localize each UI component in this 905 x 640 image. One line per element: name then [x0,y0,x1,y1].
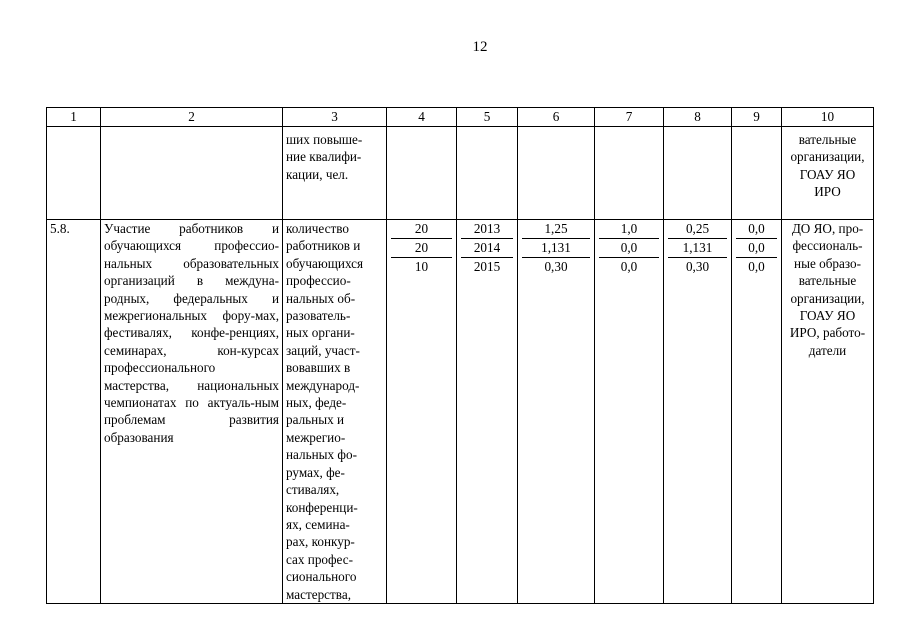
cont-indicator-text: ших повыше- ние квалифи- кации, чел. [286,132,363,182]
col4-value-2013: 20 [391,220,452,239]
col8-value-2015: 0,30 [685,259,710,274]
header-cell-7: 7 [595,108,664,127]
activity-name: Участие работников и обучающихся профессио-нальных образовательных организаций в междуна-родных, федеральных и межрегиональных фору-мах, фестивалях, конфе-ренциях, семинарах, кон-курсах профессионального мастерства, национальных чемпионатах по актуаль-ным проблемам развития образования [104,221,279,445]
cont-cell-4 [387,127,457,220]
indicator-text: количество работников и обучающихся профессио- нальных об- разователь- ных органи- заций, участ- вовавших в международ- ных, феде- ральных и межрегио- нальных фо- румах, фе- стивалях, конференци- ях, семина- рах, конкур- сах профес- сионального мастерства, [286,221,364,602]
col9-value-2013: 0,0 [736,220,777,239]
header-cell-8: 8 [664,108,732,127]
row-number: 5.8. [50,221,70,236]
col8-value-2013: 0,25 [668,220,727,239]
cont-cell-8 [664,127,732,220]
cont-cell-5 [457,127,518,220]
header-cell-6: 6 [518,108,595,127]
cont-executors-cell [782,127,874,220]
col4-cell [387,220,457,604]
cont-cell-7 [595,127,664,220]
header-cell-1: 1 [47,108,101,127]
cont-indicator-cell [283,127,387,220]
col4-value-2014: 20 [391,239,452,258]
year-2015: 2015 [473,259,501,274]
col6-value-2015: 0,30 [544,259,568,274]
col6-value-2014: 1,131 [522,239,590,258]
cont-cell-9 [732,127,782,220]
header-cell-9: 9 [732,108,782,127]
col9-cell [732,220,782,604]
col7-cell [595,220,664,604]
col7-value-2013: 1,0 [599,220,659,239]
page-number: 12 [472,39,488,55]
activity-name-cell [101,220,283,604]
cont-cell-1 [47,127,101,220]
executors-cell [782,220,874,604]
row-number-cell [47,220,101,604]
program-table [46,107,874,604]
col6-value-2013: 1,25 [522,220,590,239]
col6-cell [518,220,595,604]
table-header-row [47,108,874,127]
col9-value-2014: 0,0 [736,239,777,258]
col7-value-2014: 0,0 [599,239,659,258]
year-2013: 2013 [461,220,513,239]
col9-value-2015: 0,0 [748,259,765,274]
col4-value-2015: 10 [414,259,429,274]
col7-value-2015: 0,0 [620,259,638,274]
cont-cell-2 [101,127,283,220]
continuation-row [47,127,874,220]
cont-cell-6 [518,127,595,220]
cont-executors-text: вательные организации, ГОАУ ЯО ИРО [790,132,865,200]
header-cell-4: 4 [387,108,457,127]
executors-text: ДО ЯО, про- фессиональ- ные образо- вательные организации, ГОАУ ЯО ИРО, работо- датели [789,221,866,358]
year-2014: 2014 [461,239,513,258]
table-row-5-8 [47,220,874,604]
header-cell-5: 5 [457,108,518,127]
col8-cell [664,220,732,604]
year-cell [457,220,518,604]
header-cell-10: 10 [782,108,874,127]
col8-value-2014: 1,131 [668,239,727,258]
header-cell-3: 3 [283,108,387,127]
indicator-cell [283,220,387,604]
header-cell-2: 2 [101,108,283,127]
